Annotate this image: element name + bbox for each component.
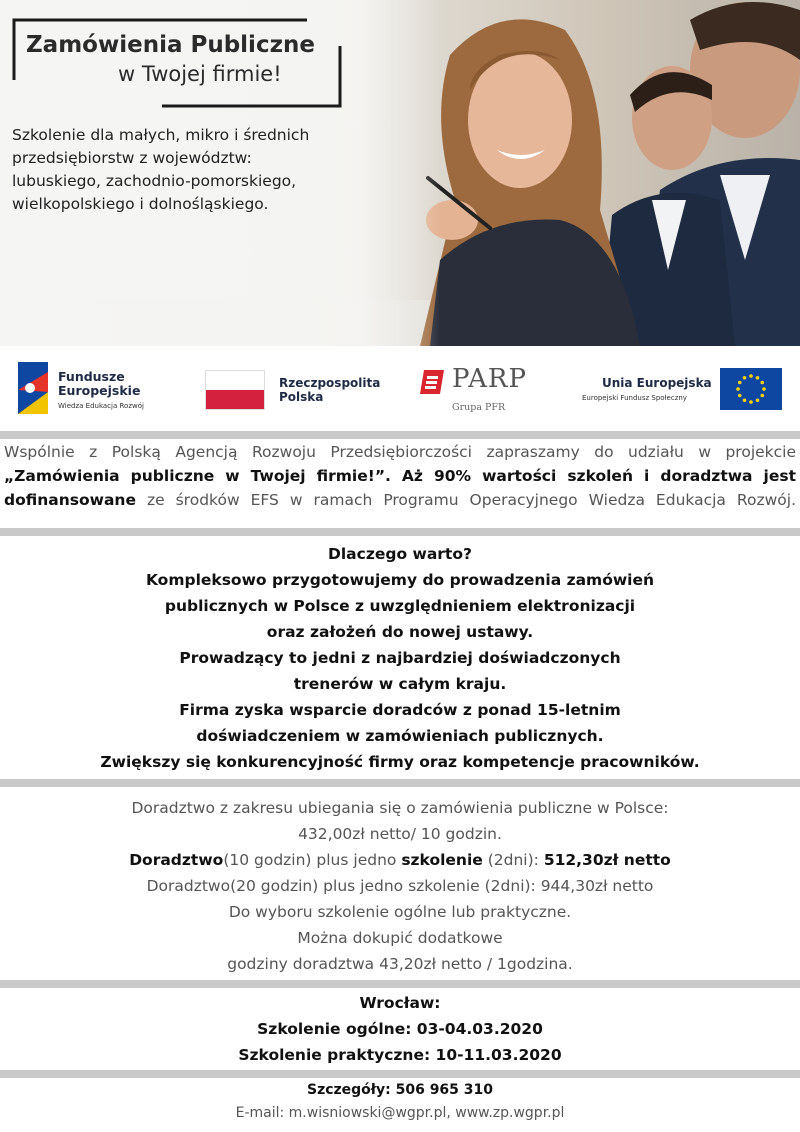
fundusze-europejskie-logo [18, 362, 178, 416]
eu-star-icon [738, 381, 742, 385]
why-line: Firma zyska wsparcie doradców z ponad 15-letnim [179, 701, 621, 719]
parp-logo [420, 364, 550, 419]
eu-star-icon [743, 398, 747, 402]
fe-flag-icon [18, 362, 48, 414]
fe-line1: Fundusze [58, 369, 125, 384]
separator [0, 980, 800, 988]
eu-flag-icon [720, 368, 782, 410]
rp-line1: Rzeczpospolita [279, 376, 381, 390]
pricing-section [0, 795, 800, 977]
pricing-line-6: Można dokupić dodatkowe [297, 929, 503, 947]
funding-logos-bar [0, 346, 800, 431]
eu-star-icon [762, 387, 766, 391]
intro-line-2: „Zamówienia publiczne w Twojej firmie!”. Aż 90% wartości szkoleń i doradztwa jest [4, 467, 796, 485]
unia-europejska-logo [575, 364, 785, 414]
why-line: Prowadzący to jedni z najbardziej doświadczonych [179, 649, 621, 667]
eu-star-icon [738, 394, 742, 398]
parp-sub: Grupa PFR [452, 402, 506, 413]
rzeczpospolita-polska-logo [205, 370, 405, 410]
why-heading: Dlaczego warto? [328, 545, 472, 563]
hero-subtitle [12, 124, 372, 216]
eu-star-icon [756, 398, 760, 402]
separator [0, 1070, 800, 1078]
parp-mark-icon [420, 370, 444, 394]
hero-banner [0, 0, 800, 346]
title-frame [12, 18, 342, 108]
intro-line-3-rest: ze środków EFS w ramach Programu Operacyjnego Wiedza Edukacja Rozwój. [135, 491, 796, 509]
practical-training-date: Szkolenie praktyczne: 10-11.03.2020 [238, 1046, 562, 1064]
pricing-price-bold: 512,30zł netto [543, 851, 671, 869]
subtitle-line: przedsiębiorstw z województw: [12, 149, 252, 167]
rp-line2: Polska [279, 390, 324, 404]
pricing-line-5: Do wyboru szkolenie ogólne lub praktyczne. [228, 903, 572, 921]
intro-line-3-bold: dofinansowane [4, 491, 136, 509]
why-line: oraz założeń do nowej ustawy. [266, 623, 534, 641]
separator [0, 779, 800, 787]
general-training-date: Szkolenie ogólne: 03-04.03.2020 [257, 1020, 543, 1038]
separator [0, 528, 800, 536]
pricing-line-3-days: (2dni): [482, 851, 544, 869]
fe-line2: Europejskie [58, 383, 141, 398]
eu-star-icon [760, 394, 764, 398]
subtitle-line: Szkolenie dla małych, mikro i średnich [12, 126, 310, 144]
why-line: trenerów w całym kraju. [293, 675, 507, 693]
pricing-doradztwo-bold: Doradztwo [129, 851, 224, 869]
ue-sub: Europejski Fundusz Społeczny [582, 394, 687, 402]
fe-sub: Wiedza Edukacja Rozwój [58, 402, 144, 410]
poland-flag-icon [205, 370, 265, 410]
why-line: publicznych w Polsce z uwzględnieniem elektronizacji [164, 597, 636, 615]
title-line-2: w Twojej firmie! [118, 62, 282, 86]
pricing-line-7: godziny doradztwa 43,20zł netto / 1godzina. [227, 955, 573, 973]
why-section [0, 541, 800, 775]
subtitle-line: lubuskiego, zachodnio-pomorskiego, [12, 172, 297, 190]
why-line: doświadczeniem w zamówieniach publicznych. [196, 727, 604, 745]
pricing-line-3-text: (10 godzin) plus jedno [223, 851, 402, 869]
eu-star-icon [760, 381, 764, 385]
pricing-line-4: Doradztwo(20 godzin) plus jedno szkolenie (2dni): 944,30zł netto [146, 877, 654, 895]
eu-star-icon [756, 376, 760, 380]
contact-email: E-mail: m.wisniowski@wgpr.pl, www.zp.wgpr.pl [235, 1105, 565, 1121]
contact-phone: Szczegóły: 506 965 310 [306, 1082, 494, 1098]
title-line-1: Zamówienia Publiczne [26, 32, 315, 58]
why-line: Zwiększy się konkurencyjność firmy oraz kompetencje pracowników. [100, 753, 700, 771]
contact-section [0, 1079, 800, 1125]
subtitle-line: wielkopolskiego i dolnośląskiego. [12, 195, 269, 213]
eu-star-icon [749, 400, 753, 404]
eu-star-icon [743, 376, 747, 380]
ue-line1: Unia Europejska [602, 376, 712, 390]
pricing-szkolenie-bold: szkolenie [401, 851, 483, 869]
parp-name: PARP [452, 364, 527, 394]
eu-star-icon [749, 374, 753, 378]
separator [0, 431, 800, 439]
city-label: Wrocław: [359, 994, 441, 1012]
dates-section [0, 990, 800, 1068]
eu-star-icon [736, 387, 740, 391]
pricing-line-3 [0, 847, 800, 873]
intro-line-1: Wspólnie z Polską Agencją Rozwoju Przedsiębiorczości zapraszamy do udziału w projekcie [4, 443, 796, 461]
pricing-line-2: 432,00zł netto/ 10 godzin. [298, 825, 502, 843]
pricing-line-1: Doradztwo z zakresu ubiegania się o zamówienia publiczne w Polsce: [131, 799, 669, 817]
why-line: Kompleksowo przygotowujemy do prowadzenia zamówień [145, 571, 655, 589]
intro-paragraph [4, 440, 796, 512]
intro-line-3 [4, 488, 796, 512]
